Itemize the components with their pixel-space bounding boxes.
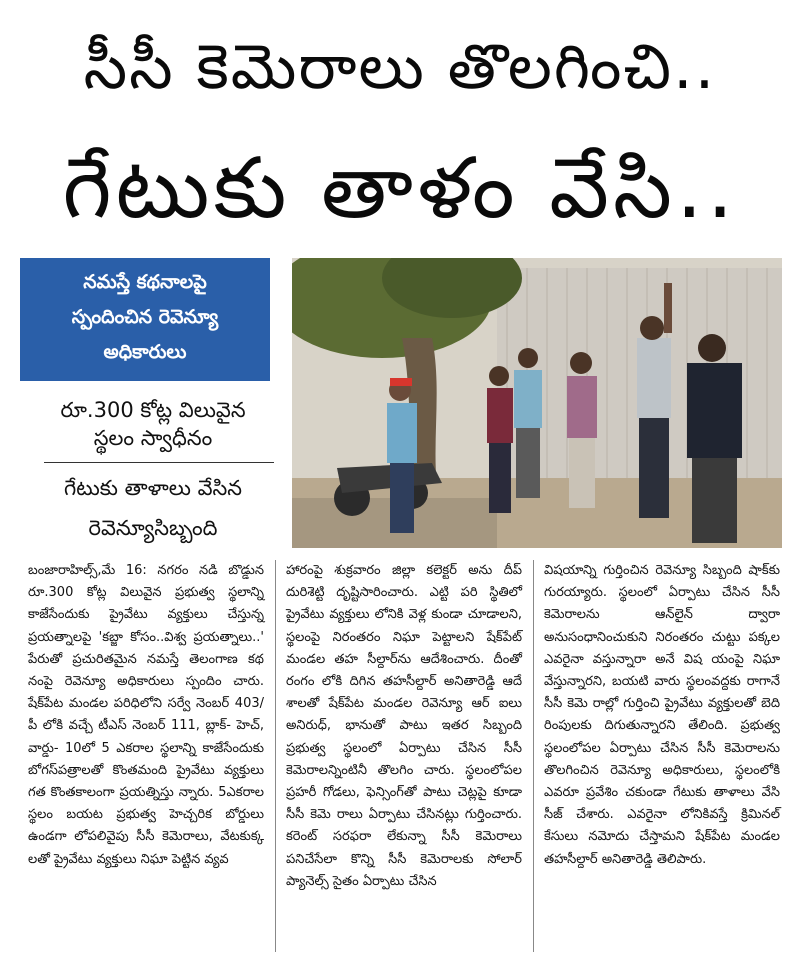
article-column-2: హారంపై శుక్రవారం జిల్లా కలెక్టర్‌ అను దీప్‌ దురిశెట్టి దృష్టిసారించారు. ఎట్టి పరి స్థితిలో ప్రైవేటు వ్యక్తులు లోనికి వెళ్ల కుండా చూడాలని, స్థలంపై నిరంతరం నిఘా పెట్టాలని షేక్‌పేట్‌ మండల తహ సీల్దార్‌ను ఆదేశించారు. దీంతో రంగం లోకి దిగిన తహసీల్దార్‌ అనితారెడ్డి ఆదే శాలతో షేక్‌పేట మండల రెవెన్యూ ఆర్‌ ఐలు అనిరుధ్‌, భానుతో పాటు ఇతర సిబ్బంది ప్రభుత్వ స్థలంలో ఏర్పాటు చేసిన సీసీ కెమెరాలన్నింటినీ తొలగిం చారు. స్థలంలోపల ప్రహరీ గోడలు, ఫెన్సింగ్‌తో పాటు చెట్లపై కూడా సీసీ కెమె రాలు ఏర్పాటు చేసినట్లు గుర్తించారు. కరెంట్‌ సరఫరా లేకున్నా సీసీ కెమెరాలు పనిచేసేలా కొన్ని సీసీ కెమెరాలకు సోలార్‌ ప్యానెల్స్‌ సైతం ఏర్పాటు చేసిన <box>286 563 522 889</box>
subhead-line-1: రూ.300 కోట్ల విలువైన <box>60 398 246 422</box>
column-divider <box>533 560 534 952</box>
kicker-line-1: నమస్తే కథనాలపై <box>83 271 207 293</box>
newspaper-clipping <box>14 14 786 954</box>
headline-line-1: సీసీ కెమెరాలు తొలగించి.. <box>83 30 717 103</box>
subhead-line-3: గేటుకు తాళాలు వేసిన <box>63 476 242 500</box>
kicker-line-2: స్పందించిన రెవెన్యూ <box>71 306 219 328</box>
subhead-divider <box>44 462 274 463</box>
subhead-line-4: రెవెన్యూసిబ్బంది <box>88 516 218 540</box>
kicker-box <box>20 258 270 381</box>
column-divider <box>275 560 276 952</box>
article-column-1: బంజారాహిల్స్‌,మే 16: నగరం నడి బొడ్డున రూ.300 కోట్ల విలువైన ప్రభుత్వ స్థలాన్ని కాజేసేందుకు ప్రైవేటు వ్యక్తులు చేస్తున్న ప్రయత్నాలపై 'కబ్జా కోసం..విశ్వ ప్రయత్నాలు..' పేరుతో ప్రచురితమైన నమస్తే తెలంగాణ కథ నంపై రెవెన్యూ అధికారులు స్పందిం చారు. షేక్‌పేట మండల పరిధిలోని సర్వే నెంబర్‌ 403/పీ లోకి వచ్చే టీఎస్‌ నెంబర్‌ 111, బ్లాక్‌- హెచ్‌, వార్డు- 10లో 5 ఎకరాల స్థలాన్ని కాజేసేందుకు బోగస్‌పత్రాలతో కొంతమంది ప్రైవేటు వ్యక్తులు గత కొంతకాలంగా ప్రయత్నిస్తు న్నారు. 5ఎకరాల స్థలం బయట ప్రభుత్వ హెచ్చరిక బోర్డులు ఉండగా లోపలివైపు సీసీ కెమెరాలు, వేటకుక్క లతో ప్రైవేటు వ్యక్తులు నిఘా పెట్టిన వ్యవ <box>28 563 264 867</box>
news-photo <box>292 258 782 548</box>
kicker-line-3: అధికారులు <box>103 341 187 363</box>
article-column-3: విషయాన్ని గుర్తించిన రెవెన్యూ సిబ్బంది షాక్‌కు గురయ్యారు. స్థలంలో ఏర్పాటు చేసిన సీసీ కెమెరాలను ఆన్‌లైన్‌ ద్వారా అనుసంధానించుకుని నిరంతరం చుట్టు పక్కల ఎవరైనా వస్తున్నారా అనే విష యంపై నిఘా వేస్తున్నారని, బయటి వారు స్థలంవద్దకు రాగానే సీసీ కెమె రాల్లో గుర్తించి ప్రైవేటు వ్యక్తులతో బెది రింపులకు దిగుతున్నారని తేలింది. ప్రభుత్వ స్థలంలోపల ఏర్పాటు చేసిన సీసీ కెమెరాలను తొలగించిన రెవెన్యూ అధికారులు, స్థలంలోకి ఎవరూ ప్రవేశిం చకుండా గేటుకు తాళాలు వేసి సీజ్‌ చేశారు. ఎవరైనా లోనికివస్తే క్రిమినల్‌ కేసులు నమోదు చేస్తామని షేక్‌పేట మండల తహసీల్దార్‌ అనితారెడ్డి తెలిపారు. <box>544 563 780 867</box>
news-photo-illustration <box>292 258 782 548</box>
headline-line-2: గేటుకు తాళం వేసి.. <box>62 139 738 237</box>
subhead-line-2: స్థలం స్వాధీనం <box>93 426 213 450</box>
